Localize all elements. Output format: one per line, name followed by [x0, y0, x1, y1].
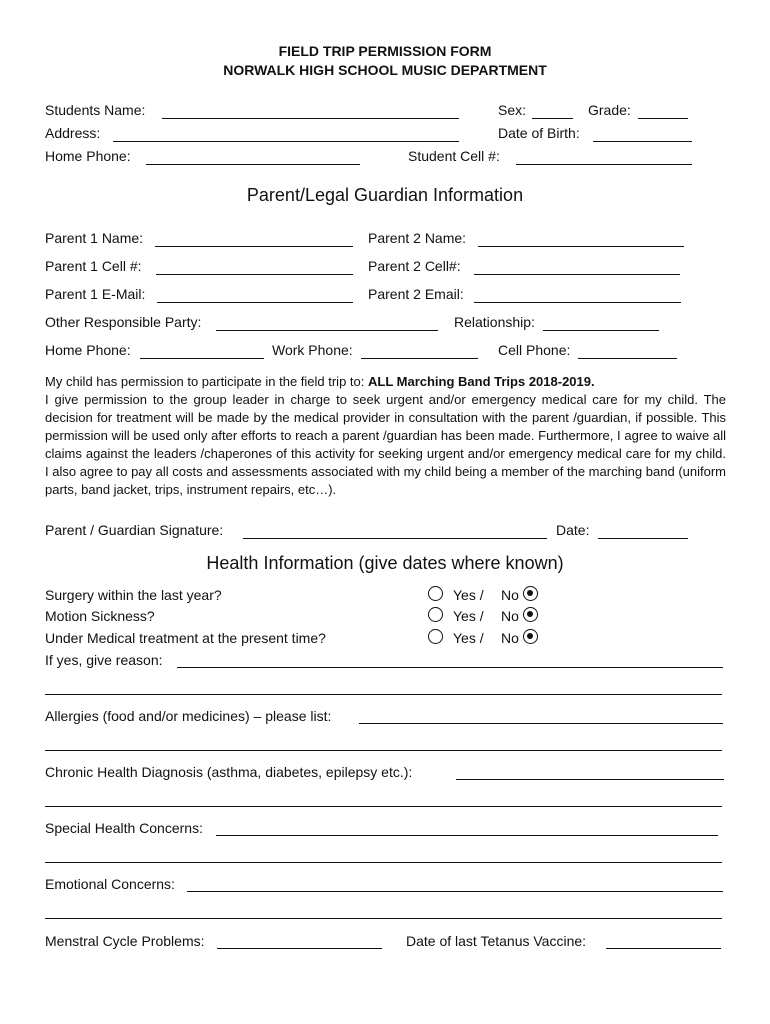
no-label: No	[501, 587, 519, 603]
grade-field[interactable]	[638, 118, 688, 119]
parent-section-heading: Parent/Legal Guardian Information	[246, 185, 524, 205]
work-phone-field[interactable]	[361, 358, 478, 359]
parent1-email-label: Parent 1 E-Mail:	[45, 286, 146, 302]
yes-label: Yes /	[453, 587, 484, 603]
parent2-email-field[interactable]	[474, 302, 681, 303]
surgery-no-radio[interactable]	[523, 586, 538, 601]
other-party-field[interactable]	[216, 330, 438, 331]
relationship-label: Relationship:	[454, 314, 535, 330]
parent1-name-field[interactable]	[155, 246, 353, 247]
relationship-field[interactable]	[543, 330, 659, 331]
parent2-name-label: Parent 2 Name:	[368, 230, 467, 246]
no-label: No	[501, 608, 519, 624]
no-label: No	[501, 630, 519, 646]
special-concerns-field-line2[interactable]	[45, 862, 722, 863]
cell-phone-field[interactable]	[578, 358, 677, 359]
school-name: NORWALK HIGH SCHOOL MUSIC DEPARTMENT	[223, 62, 547, 78]
tetanus-label: Date of last Tetanus Vaccine:	[406, 933, 587, 949]
chronic-field[interactable]	[456, 779, 724, 780]
sex-field[interactable]	[532, 118, 573, 119]
allergies-field-line2[interactable]	[45, 750, 722, 751]
menstral-field[interactable]	[217, 948, 382, 949]
health-section-heading: Health Information (give dates where known)	[206, 553, 564, 573]
address-field[interactable]	[113, 141, 459, 142]
permission-body: I give permission to the group leader in charge to seek urgent and/or emergency medical care for my child. The decision for treatment will be made by the medical provider in consultation with the parent /guardian, if possible. This permission will be used only after efforts to reach a parent /guardian has been made. Furthermore, I agree to waive all claims against the leaders /chaperones of this activity for seeking urgent and/or emergency medical care for my child. I also agree to pay all costs and assessments associated with my child being a member of the marching band (uniform parts, band jacket, trips, instrument repairs, etc…).	[45, 392, 726, 497]
allergies-field[interactable]	[359, 723, 723, 724]
parent-home-phone-label: Home Phone:	[45, 342, 131, 358]
signature-date-label: Date:	[556, 522, 590, 538]
special-concerns-field[interactable]	[216, 835, 718, 836]
form-title: FIELD TRIP PERMISSION FORM	[278, 43, 492, 59]
yes-label: Yes /	[453, 630, 484, 646]
chronic-field-line2[interactable]	[45, 806, 722, 807]
grade-label: Grade:	[588, 102, 631, 118]
sex-label: Sex:	[498, 102, 527, 118]
permission-text	[45, 373, 726, 499]
parent2-cell-field[interactable]	[474, 274, 680, 275]
reason-label: If yes, give reason:	[45, 652, 163, 668]
treatment-no-radio[interactable]	[523, 629, 538, 644]
treatment-yes-radio[interactable]	[428, 629, 443, 644]
signature-date-field[interactable]	[598, 538, 688, 539]
parent1-cell-field[interactable]	[156, 274, 353, 275]
home-phone-label: Home Phone:	[45, 148, 131, 164]
parent-home-phone-field[interactable]	[140, 358, 264, 359]
parent1-cell-label: Parent 1 Cell #:	[45, 258, 142, 274]
dob-label: Date of Birth:	[498, 125, 580, 141]
parent2-cell-label: Parent 2 Cell#:	[368, 258, 461, 274]
permission-intro: My child has permission to participate in the field trip to:	[45, 374, 368, 389]
signature-label: Parent / Guardian Signature:	[45, 522, 224, 538]
student-name-field[interactable]	[162, 118, 459, 119]
reason-field-line2[interactable]	[45, 694, 722, 695]
parent2-name-field[interactable]	[478, 246, 684, 247]
student-cell-label: Student Cell #:	[408, 148, 500, 164]
parent1-name-label: Parent 1 Name:	[45, 230, 144, 246]
allergies-label: Allergies (food and/or medicines) – please list:	[45, 708, 332, 724]
emotional-concerns-label: Emotional Concerns:	[45, 876, 175, 892]
reason-field[interactable]	[177, 667, 723, 668]
emotional-concerns-field[interactable]	[187, 891, 723, 892]
student-name-label: Students Name:	[45, 102, 146, 118]
motion-no-radio[interactable]	[523, 607, 538, 622]
emotional-concerns-field-line2[interactable]	[45, 918, 722, 919]
question-motion-sickness: Motion Sickness?	[45, 608, 155, 624]
tetanus-field[interactable]	[606, 948, 721, 949]
student-cell-field[interactable]	[516, 164, 692, 165]
trip-name: ALL Marching Band Trips 2018-2019.	[367, 374, 595, 389]
parent1-email-field[interactable]	[157, 302, 353, 303]
dob-field[interactable]	[593, 141, 692, 142]
signature-field[interactable]	[243, 538, 547, 539]
address-label: Address:	[45, 125, 101, 141]
other-party-label: Other Responsible Party:	[45, 314, 202, 330]
yes-label: Yes /	[453, 608, 484, 624]
surgery-yes-radio[interactable]	[428, 586, 443, 601]
question-medical-treatment: Under Medical treatment at the present time?	[45, 630, 326, 646]
parent2-email-label: Parent 2 Email:	[368, 286, 464, 302]
chronic-label: Chronic Health Diagnosis (asthma, diabetes, epilepsy etc.):	[45, 764, 413, 780]
home-phone-field[interactable]	[146, 164, 360, 165]
special-concerns-label: Special Health Concerns:	[45, 820, 203, 836]
cell-phone-label: Cell Phone:	[498, 342, 571, 358]
menstral-label: Menstral Cycle Problems:	[45, 933, 205, 949]
question-surgery: Surgery within the last year?	[45, 587, 222, 603]
motion-yes-radio[interactable]	[428, 607, 443, 622]
work-phone-label: Work Phone:	[272, 342, 353, 358]
